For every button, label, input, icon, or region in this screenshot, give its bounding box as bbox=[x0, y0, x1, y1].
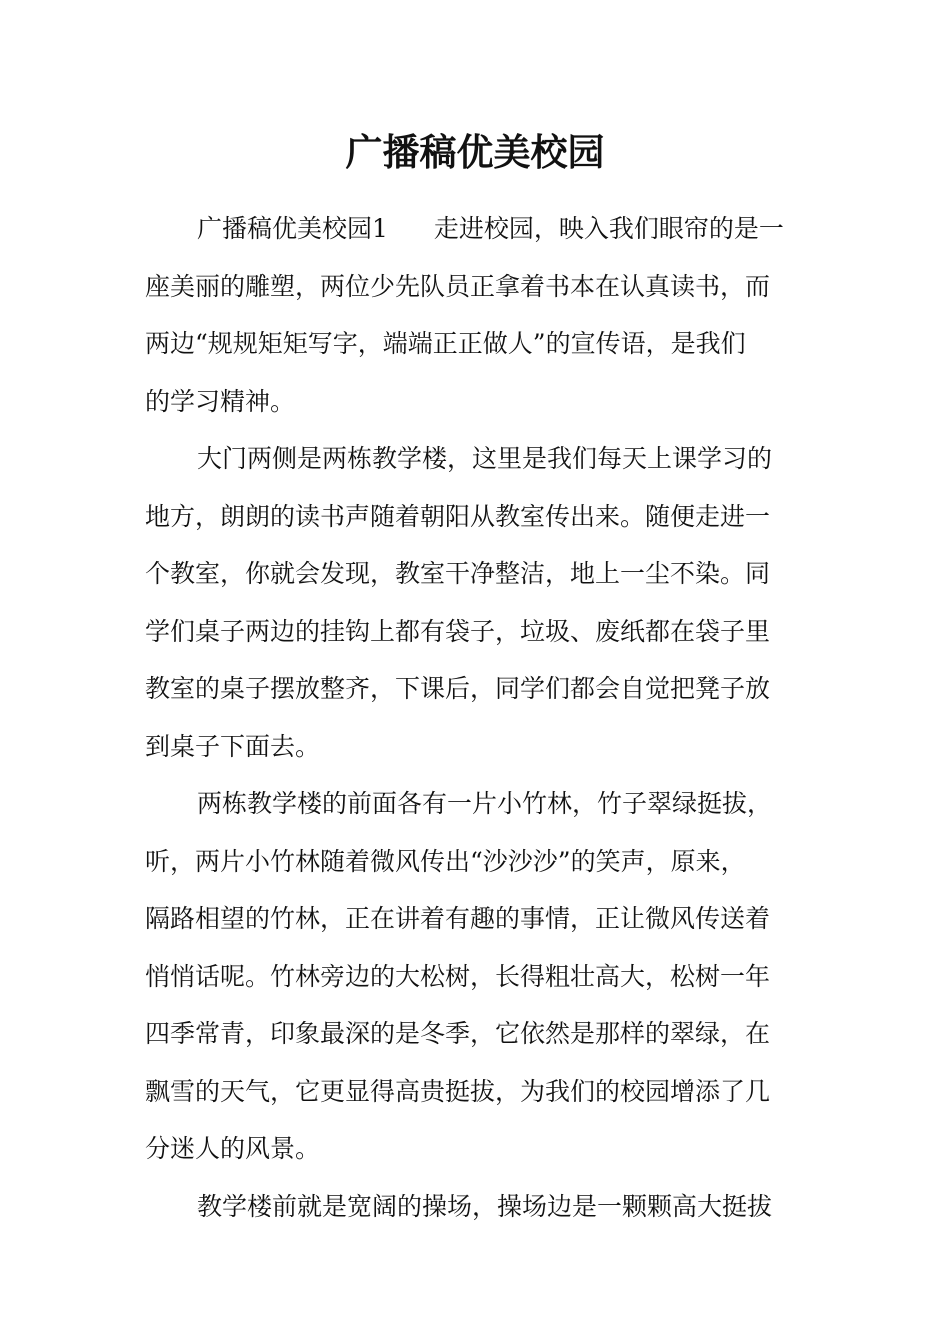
paragraph-line: 两栋教学楼的前面各有一片小竹林，竹子翠绿挺拔， bbox=[197, 789, 773, 818]
paragraph-line: 学们桌子两边的挂钩上都有袋子，垃圾、废纸都在袋子里 bbox=[145, 616, 771, 646]
paragraph-line: 教学楼前就是宽阔的操场，操场边是一颗颗高大挺拔 bbox=[197, 1191, 773, 1221]
paragraph-line: 地方，朗朗的读书声随着朝阳从教室传出来。随便走进一 bbox=[145, 501, 771, 531]
paragraph-line: 到桌子下面去。 bbox=[145, 731, 321, 761]
document-body bbox=[145, 200, 810, 1235]
paragraph-line bbox=[145, 200, 810, 258]
paragraph-line: 分迷人的风景。 bbox=[145, 1134, 321, 1163]
paragraph-line: 隔路相望的竹林，正在讲着有趣的事情，正让微风传送着 bbox=[145, 904, 771, 933]
paragraph-text: 走进校园，映入我们眼帘的是一 bbox=[433, 214, 784, 243]
paragraph-line: 座美丽的雕塑，两位少先队员正拿着书本在认真读书，而 bbox=[145, 271, 771, 301]
paragraph-line: 教室的桌子摆放整齐，下课后，同学们都会自觉把凳子放 bbox=[145, 674, 771, 703]
paragraph-line: 两边“规规矩矩写字，端端正正做人”的宣传语，是我们 bbox=[145, 329, 746, 358]
section-heading: 广播稿优美校园1 bbox=[197, 214, 388, 243]
paragraph-line: 悄悄话呢。竹林旁边的大松树，长得粗壮高大，松树一年 bbox=[145, 961, 771, 991]
document-title: 广播稿优美校园 bbox=[345, 130, 605, 174]
paragraph-line: 飘雪的天气，它更显得高贵挺拔，为我们的校园增添了几 bbox=[145, 1076, 771, 1106]
paragraph-line: 大门两侧是两栋教学楼，这里是我们每天上课学习的 bbox=[197, 444, 773, 473]
paragraph-line: 听，两片小竹林随着微风传出“沙沙沙”的笑声，原来， bbox=[145, 846, 746, 876]
paragraph-line: 的学习精神。 bbox=[145, 386, 296, 416]
paragraph-line: 四季常青，印象最深的是冬季，它依然是那样的翠绿，在 bbox=[145, 1019, 771, 1048]
paragraph-line: 个教室，你就会发现，教室干净整洁，地上一尘不染。同 bbox=[145, 559, 771, 588]
